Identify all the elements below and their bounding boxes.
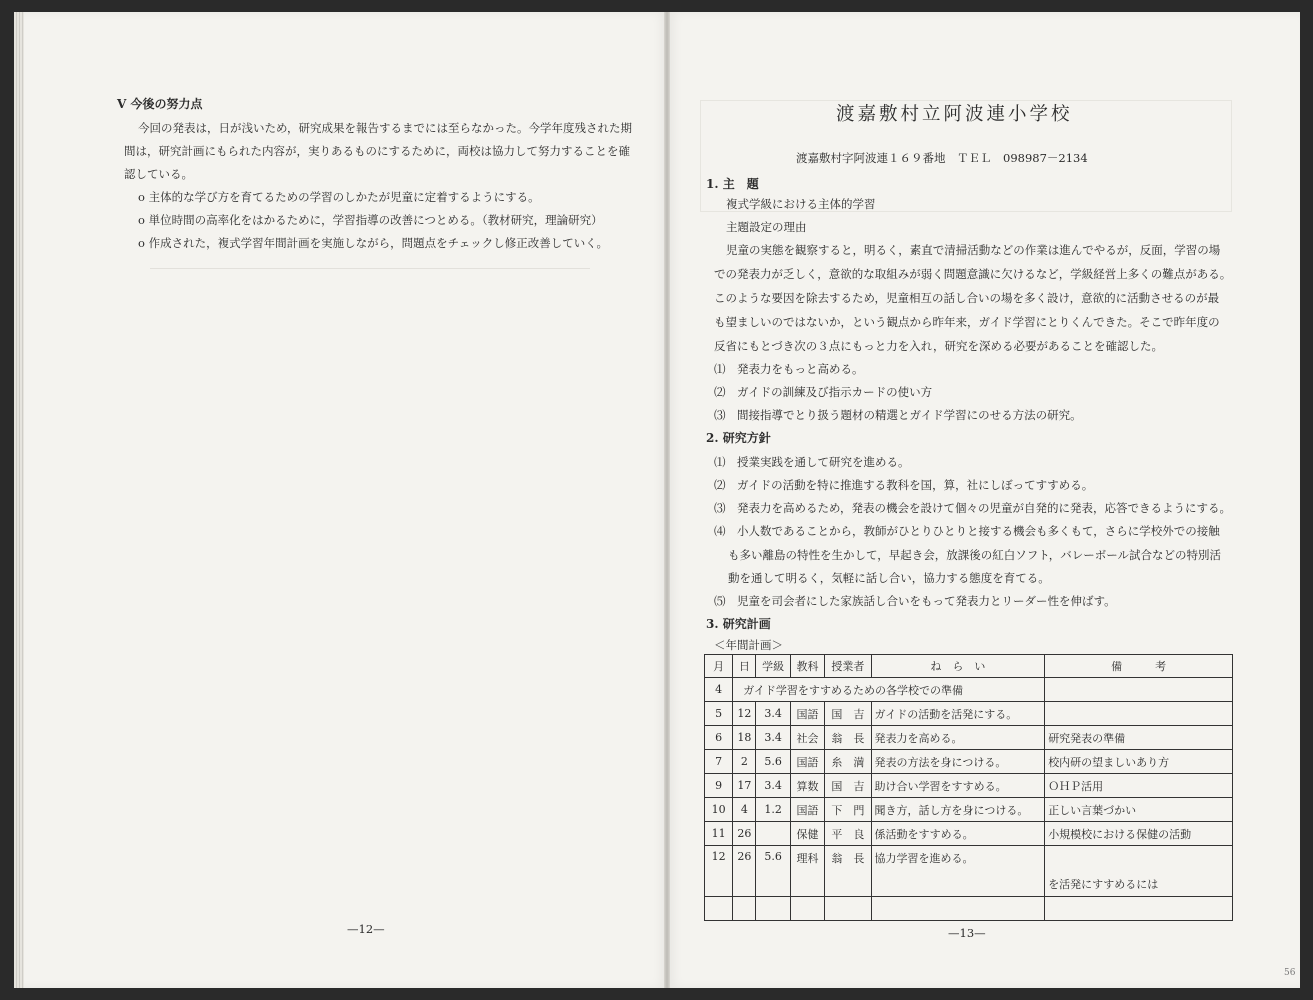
cell-subject: 国語: [790, 798, 824, 822]
cell-notes: [1045, 846, 1233, 897]
bleed-through-marks: [150, 268, 590, 469]
bullet-item: o 主体的な学び方を育てるための学習のしかたが児童に定着するようにする。: [138, 190, 540, 204]
table-row: [705, 750, 1233, 774]
cell-aim: 係活動をすすめる。: [871, 822, 1045, 846]
bullet-item: o 作成された，複式学習年間計画を実施しながら，問題点をチェックし修正改善していく。: [138, 236, 608, 250]
section-heading: 3. 研究計画: [706, 617, 771, 631]
page-number-right: —13—: [948, 926, 986, 940]
cell-teacher: 国 吉: [825, 702, 871, 726]
reason-line: 児童の実態を観察すると，明るく，素直で清掃活動などの作業は進んでやるが，反面，学習の場: [726, 243, 1221, 257]
cell-aim: ガイドの活動を活発にする。: [871, 702, 1045, 726]
theme-text: 複式学級における主体的学習: [726, 197, 876, 211]
corner-mark: 56: [1284, 968, 1296, 978]
page-number-left: —12—: [347, 922, 385, 936]
cell-aim: 発表力を高める。: [871, 726, 1045, 750]
cell-day: 12: [733, 702, 756, 726]
cell-month: 9: [705, 774, 733, 798]
policy-line: ⑶ 発表力を高めるため，発表の機会を設けて個々の児童が自発的に発表，応答できるようにする。: [714, 501, 1232, 515]
cell-class: 1.2: [756, 798, 790, 822]
cell-notes: 研究発表の準備: [1045, 726, 1233, 750]
header-notes: 備 考: [1045, 655, 1233, 678]
section-title: Ⅴ 今後の努力点: [117, 97, 203, 111]
header-aim: ね ら い: [871, 655, 1045, 678]
cell-teacher: 下 門: [825, 798, 871, 822]
cell-teacher: 国 吉: [825, 774, 871, 798]
header-subject: 教科: [790, 655, 824, 678]
paragraph-line: 今回の発表は，日が浅いため，研究成果を報告するまでには至らなかった。今学年度残された期: [138, 121, 633, 135]
cell-day: 4: [733, 798, 756, 822]
cell-day: 2: [733, 750, 756, 774]
cell-month: [705, 897, 733, 921]
paragraph-line: 認している。: [124, 167, 193, 181]
cell-day: 26: [733, 822, 756, 846]
cell-teacher: 翁 長: [825, 846, 871, 897]
cell-teacher: 糸 満: [825, 750, 871, 774]
table-row: [705, 702, 1233, 726]
table-row: [705, 897, 1233, 921]
cell-notes: 校内研の望ましいあり方: [1045, 750, 1233, 774]
cell-day: 17: [733, 774, 756, 798]
cell-day: 18: [733, 726, 756, 750]
policy-line: ⑷ 小人数であることから，教師がひとりひとりと接する機会も多くもて，さらに学校外での接触: [714, 524, 1220, 538]
cell-aim: 助け合い学習をすすめる。: [871, 774, 1045, 798]
policy-line: ⑵ ガイドの活動を特に推進する教科を国，算，社にしぼってすすめる。: [714, 478, 1094, 492]
header-day: 日: [733, 655, 756, 678]
cell-day: [733, 897, 756, 921]
header-class: 学級: [756, 655, 790, 678]
cell-aim: 発表の方法を身につける。: [871, 750, 1045, 774]
point-item: ⑶ 間接指導でとり扱う題材の精選とガイド学習にのせる方法の研究。: [714, 408, 1082, 422]
reason-line: このような要因を除去するため，児童相互の話し合いの場を多く設け，意欲的に活動させるのが最: [714, 291, 1220, 305]
page-stack-edge: [14, 12, 24, 988]
cell-subject: 国語: [790, 750, 824, 774]
table-row: [705, 678, 1233, 702]
header-month: 月: [705, 655, 733, 678]
cell-aim: 聞き方，話し方を身につける。: [871, 798, 1045, 822]
cell-teacher: 翁 長: [825, 726, 871, 750]
cell-month: 12: [705, 846, 733, 897]
reason-line: も望ましいのではないか，という観点から昨年来，ガイド学習にとりくんできた。そこで昨年度の: [714, 315, 1220, 329]
cell-subject: 算数: [790, 774, 824, 798]
point-item: ⑵ ガイドの訓練及び指示カードの使い方: [714, 385, 933, 399]
cell-class: 3.4: [756, 774, 790, 798]
cell-class: 3.4: [756, 702, 790, 726]
reason-heading: 主題設定の理由: [726, 220, 807, 234]
header-teacher: 授業者: [825, 655, 871, 678]
cell-class: 3.4: [756, 726, 790, 750]
cell-month: 7: [705, 750, 733, 774]
reason-line: 反省にもとづき次の３点にもっと力を入れ，研究を深める必要があることを確認した。: [714, 339, 1163, 353]
cell-aim: [871, 897, 1045, 921]
note-line-continued: を活発にすすめるには: [1048, 878, 1159, 891]
reason-line: での発表力が乏しく，意欲的な取組みが弱く問題意識に欠けるなど，学級経営上多くの難点がある。: [714, 267, 1232, 281]
table-row: [705, 798, 1233, 822]
cell-subject: 国語: [790, 702, 824, 726]
cell-notes: 正しい言葉づかい: [1045, 798, 1233, 822]
cell-month: 6: [705, 726, 733, 750]
cell-notes: [1045, 678, 1233, 702]
cell-month: 10: [705, 798, 733, 822]
cell-class: [756, 897, 790, 921]
cell-day: 26: [733, 846, 756, 897]
cell-notes: ＯＨＰ活用: [1045, 774, 1233, 798]
policy-line: ⑴ 授業実践を通して研究を進める。: [714, 455, 910, 469]
annual-plan-table: [704, 654, 1233, 921]
policy-line: も多い離島の特性を生かして，早起き会，放課後の紅白ソフト，バレーボール試合などの特別活: [728, 548, 1221, 562]
cell-subject: 理科: [790, 846, 824, 897]
cell-teacher: 平 良: [825, 822, 871, 846]
cell-notes: [1045, 897, 1233, 921]
bullet-item: o 単位時間の高率化をはかるために，学習指導の改善につとめる。（教材研究，理論研究）: [138, 213, 603, 227]
table-row: [705, 774, 1233, 798]
table-row: [705, 822, 1233, 846]
cell-class: 5.6: [756, 846, 790, 897]
cell-span-text: ガイド学習をすすめるための各学校での準備: [733, 678, 1045, 702]
cell-subject: [790, 897, 824, 921]
cell-month: 4: [705, 678, 733, 702]
policy-line: ⑸ 児童を司会者にした家族話し合いをもって発表力とリーダー性を伸ばす。: [714, 594, 1116, 608]
policy-line: 動を通して明るく，気軽に話し合い，協力する態度を育てる。: [728, 571, 1050, 585]
point-item: ⑴ 発表力をもっと高める。: [714, 362, 864, 376]
section-heading: 1. 主 題: [706, 177, 759, 191]
cell-class: 5.6: [756, 750, 790, 774]
table-row: [705, 726, 1233, 750]
address-line: 渡嘉敷村字阿波連１６９番地 ＴＥＬ 098987－2134: [796, 151, 1088, 165]
section-heading: 2. 研究方針: [706, 431, 771, 445]
cell-teacher: [825, 897, 871, 921]
school-name-title: 渡嘉敷村立阿波連小学校: [836, 104, 1073, 125]
cell-aim: 協力学習を進める。: [871, 846, 1045, 897]
cell-month: 11: [705, 822, 733, 846]
plan-label: ＜年間計画＞: [714, 638, 783, 652]
book-spine: [664, 12, 670, 988]
cell-subject: 社会: [790, 726, 824, 750]
paragraph-line: 間は，研究計画にもられた内容が，実りあるものにするために，両校は協力して努力することを確: [124, 144, 630, 158]
cell-subject: 保健: [790, 822, 824, 846]
cell-notes: [1045, 702, 1233, 726]
cell-class: [756, 822, 790, 846]
cell-month: 5: [705, 702, 733, 726]
table-header-row: [705, 655, 1233, 678]
cell-notes: 小規模校における保健の活動: [1045, 822, 1233, 846]
table-row: [705, 846, 1233, 897]
